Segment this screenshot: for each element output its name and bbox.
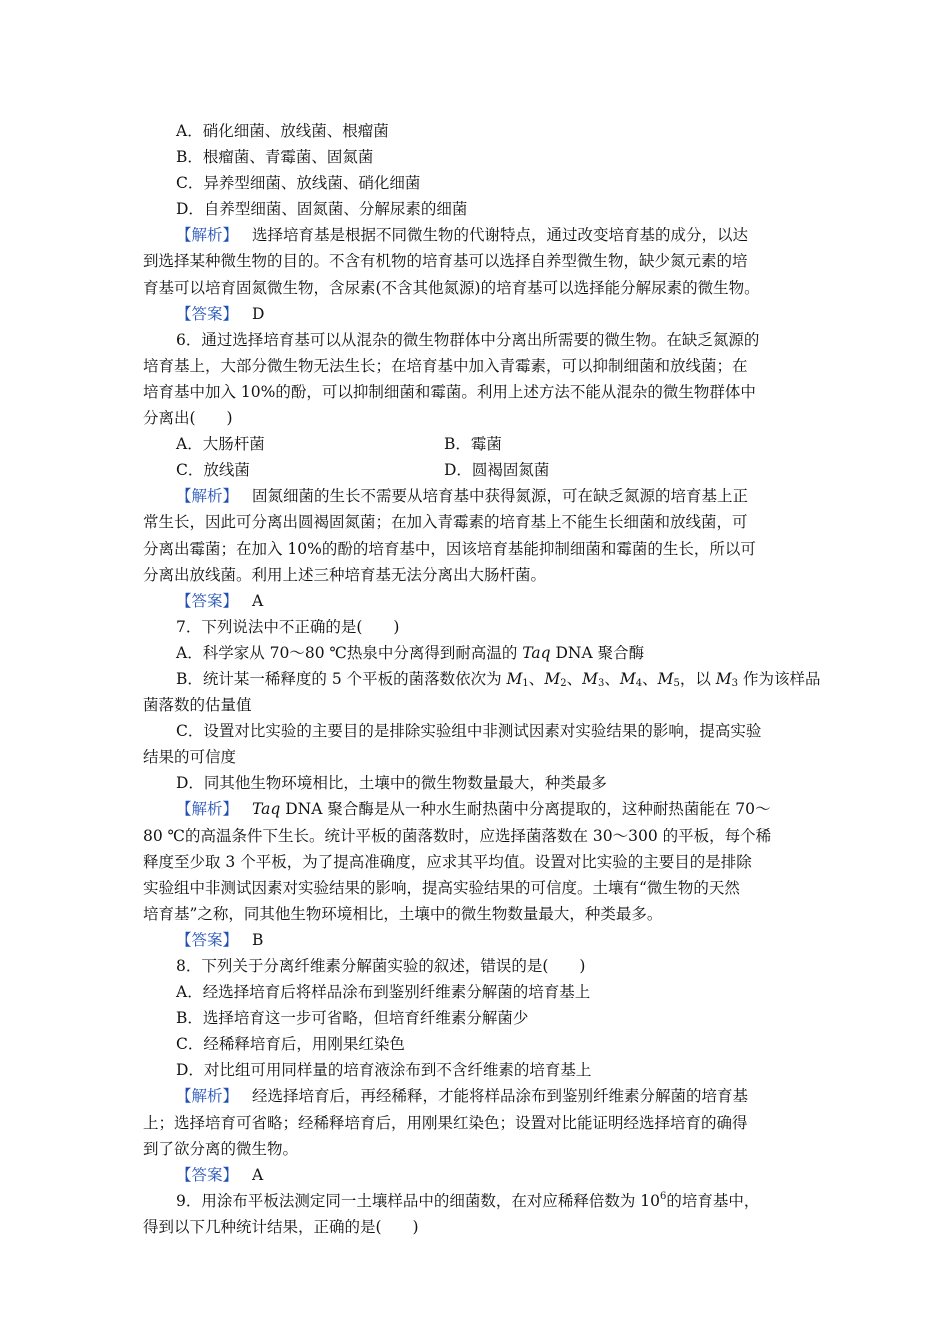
q6-stem-1: 6．通过选择培育基可以从混杂的微生物群体中分离出所需要的微生物。在缺乏氮源的 (176, 330, 760, 349)
q5-analysis-text-2: 到选择某种微生物的目的。不含有机物的培育基可以选择自养型微生物，缺少氮元素的培 (143, 252, 748, 271)
q7-option-a-tail: DNA 聚合酶 (550, 643, 645, 662)
q6-option-d: D．圆褐固氮菌 (444, 461, 550, 480)
document-body (143, 118, 821, 1240)
answer-tag: 【答案】 (176, 1165, 239, 1184)
answer-tag: 【答案】 (176, 304, 239, 323)
q6-stem-4: 分离出( ) (143, 409, 233, 428)
answer-tag: 【答案】 (176, 591, 239, 610)
separator: 、 (528, 669, 545, 688)
q7-analysis-text-4: 实验组中非测试因素对实验结果的影响，提高实验结果的可信度。土壤有“微生物的天然 (143, 878, 740, 897)
analysis-tag: 【解析】 (176, 800, 239, 819)
q7-answer-value: B (252, 930, 264, 949)
m-subscript: 2 (560, 677, 567, 689)
q6-stem-2: 培育基上，大部分微生物无法生长；在培育基中加入青霉素，可以抑制细菌和放线菌；在 (143, 356, 748, 375)
separator: 、 (604, 669, 620, 688)
exponent: 6 (660, 1190, 667, 1202)
m-symbol: M (715, 669, 732, 688)
m-subscript: 3 (731, 677, 739, 689)
q6-analysis-text-3: 分离出霉菌；在加入 10%的酚的培育基中，因该培育基能抑制细菌和霉菌的生长，所以可 (143, 539, 756, 558)
q8-option-b: B．选择培育这一步可省略，但培育纤维素分解菌少 (176, 1009, 529, 1028)
q8-analysis-text-1: 经选择培育后，再经稀释，才能将样品涂布到鉴别纤维素分解菌的培育基 (252, 1087, 749, 1106)
q8-option-c: C．经稀释培育后，用刚果红染色 (176, 1035, 405, 1054)
q5-option-b: B．根瘤菌、青霉菌、固氮菌 (176, 148, 374, 167)
q5-analysis-text-1: 选择培育基是根据不同微生物的代谢特点，通过改变培育基的成分，以达 (252, 226, 749, 245)
m-symbol: M (506, 669, 523, 688)
q8-option-d: D．对比组可用同样量的培育液涂布到不含纤维素的培育基上 (176, 1061, 592, 1080)
q9-stem-text: 9．用涂布平板法测定同一土壤样品中的细菌数，在对应稀释倍数为 10 (176, 1191, 661, 1210)
q7-option-c: C．设置对比实验的主要目的是排除实验组中非测试因素对实验结果的影响，提高实验 (176, 722, 762, 741)
q5-option-d: D．自养型细菌、固氮菌、分解尿素的细菌 (176, 200, 468, 219)
analysis-tag: 【解析】 (176, 487, 239, 506)
taq-italic: Taq (252, 800, 281, 819)
separator: 、 (642, 669, 658, 688)
q7-option-c-2: 结果的可信度 (143, 748, 237, 767)
q8-answer-value: A (252, 1165, 264, 1184)
q6-options-row-2 (143, 457, 808, 483)
q8-option-a: A．经选择培育后将样品涂布到鉴别纤维素分解菌的培育基上 (176, 983, 591, 1002)
m-symbol: M (544, 669, 561, 688)
q5-analysis-text-3: 育基可以培育固氮微生物，含尿素(不含其他氮源)的培育基可以选择能分解尿素的微生物。 (143, 278, 760, 297)
q7-analysis-text-1: DNA 聚合酶是从一种水生耐热菌中分离提取的，这种耐热菌能在 70～ (280, 800, 771, 819)
q9-stem-2: 得到以下几种统计结果，正确的是( ) (143, 1217, 419, 1236)
q6-stem-3: 培育基中加入 10%的酚，可以抑制细菌和霉菌。利用上述方法不能从混杂的微生物群体中 (143, 382, 756, 401)
q7-stem: 7．下列说法中不正确的是( ) (176, 617, 400, 636)
m-symbol: M (582, 669, 598, 688)
q7-option-a (143, 640, 808, 666)
q7-analysis (143, 796, 808, 822)
q9-stem-1 (143, 1188, 808, 1214)
q7-analysis-text-5: 培育基”之称，同其他生物环境相比，土壤中的微生物数量最大，种类最多。 (143, 904, 663, 923)
q7-option-b (143, 666, 821, 692)
analysis-tag: 【解析】 (176, 226, 239, 245)
q8-analysis (143, 1083, 808, 1109)
q6-answer (143, 588, 808, 614)
q6-option-a: A．大肠杆菌 (176, 435, 265, 454)
taq-italic: Taq (522, 643, 551, 662)
m-symbol: M (657, 669, 674, 688)
q7-option-b-2: 菌落数的估量值 (143, 696, 252, 715)
q6-options-row-1 (143, 431, 808, 457)
q6-analysis-text-4: 分离出放线菌。利用上述三种培育基无法分离出大肠杆菌。 (143, 565, 547, 584)
m-symbol: M (619, 669, 636, 688)
q5-option-a: A．硝化细菌、放线菌、根瘤菌 (176, 122, 389, 140)
q5-answer-value: D (252, 304, 265, 323)
q5-analysis (143, 222, 808, 248)
q7-option-d: D．同其他生物环境相比，土壤中的微生物数量最大，种类最多 (176, 774, 607, 793)
q8-answer (143, 1162, 808, 1188)
m-subscript: 5 (673, 677, 680, 689)
analysis-tag: 【解析】 (176, 1087, 239, 1106)
q5-option-c: C．异养型细菌、放线菌、硝化细菌 (176, 174, 421, 193)
q5-answer (143, 301, 808, 327)
q8-analysis-text-2: 上；选择培育可省略；经稀释培育后，用刚果红染色；设置对比能证明经选择培育的确得 (143, 1113, 748, 1132)
q8-analysis-text-3: 到了欲分离的微生物。 (143, 1139, 299, 1158)
q7-analysis-text-2: 80 ℃的高温条件下生长。统计平板的菌落数时，应选择菌落数在 30～300 的平板，每个稀 (143, 826, 772, 845)
q6-analysis-text-2: 常生长，因此可分离出圆褐固氮菌；在加入青霉素的培育基上不能生长细菌和放线菌，可 (143, 513, 748, 532)
q6-analysis (143, 483, 808, 509)
q6-option-b: B．霉菌 (444, 435, 502, 454)
answer-tag: 【答案】 (176, 930, 239, 949)
q7-option-b-text: B．统计某一稀释度的 5 个平板的菌落数依次为 (176, 669, 507, 688)
q6-answer-value: A (252, 591, 264, 610)
q6-analysis-text-1: 固氮细菌的生长不需要从培育基中获得氮源，可在缺乏氮源的培育基上正 (252, 487, 749, 506)
q7-option-a-text: A．科学家从 70～80 ℃热泉中分离得到耐高温的 (176, 643, 523, 662)
q6-option-c: C．放线菌 (176, 461, 250, 480)
q8-stem: 8．下列关于分离纤维素分解菌实验的叙述，错误的是( ) (176, 957, 586, 975)
m-subscript: 3 (597, 677, 605, 689)
q7-option-b-mid: ，以 (679, 669, 716, 688)
m-subscript: 1 (522, 677, 529, 689)
q7-option-b-tail: 作为该样品 (738, 669, 821, 688)
q9-stem-tail: 的培育基中， (666, 1191, 760, 1210)
q7-analysis-text-3: 释度至少取 3 个平板，为了提高准确度，应求其平均值。设置对比实验的主要目的是排除 (143, 852, 752, 871)
separator: 、 (566, 669, 583, 688)
q7-answer (143, 927, 808, 953)
m-subscript: 4 (635, 677, 643, 689)
